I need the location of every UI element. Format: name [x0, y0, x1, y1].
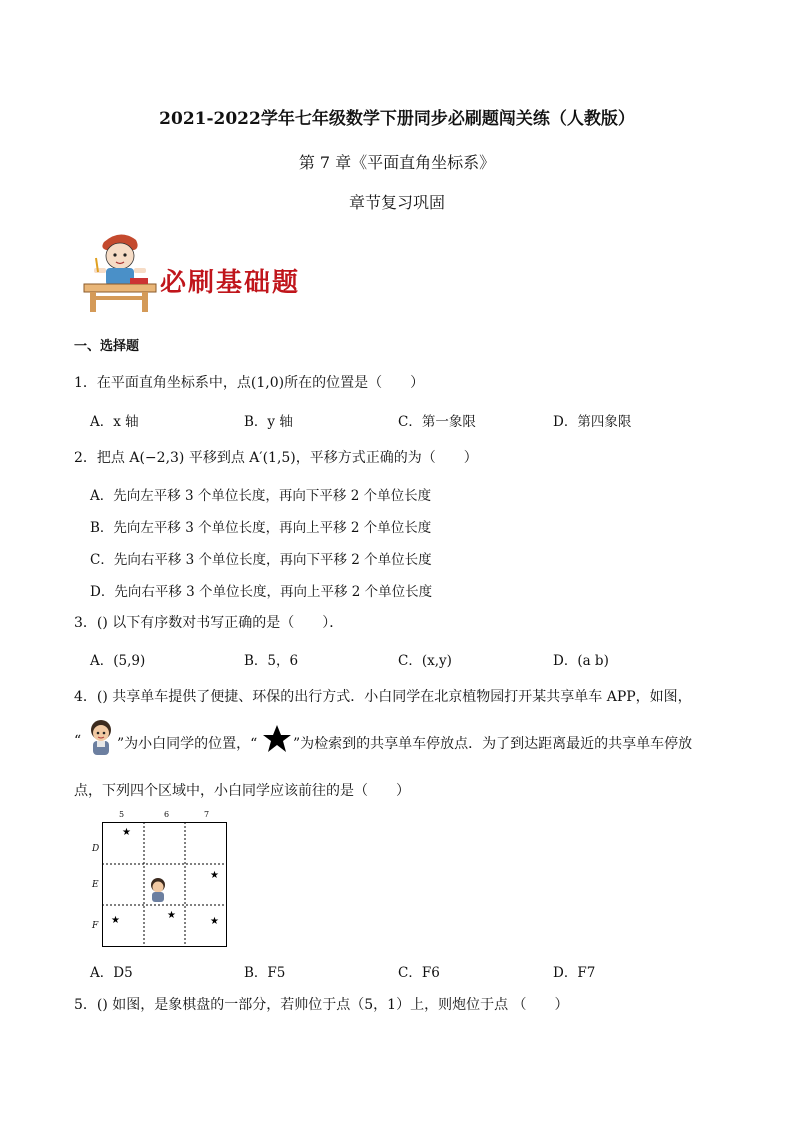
question-4-option-a: A．D5	[90, 965, 133, 981]
svg-text:★: ★	[210, 870, 219, 881]
question-1-option-b: B．y 轴	[244, 414, 293, 430]
chapter-title: 第 7 章《平面直角坐标系》	[298, 153, 496, 172]
column-label: 7	[204, 810, 210, 819]
svg-text:★: ★	[167, 910, 176, 921]
column-label: 5	[119, 810, 125, 819]
section-title: 章节复习巩固	[348, 193, 445, 212]
question-1-option-a: A．x 轴	[90, 414, 139, 430]
star-icon	[262, 724, 292, 754]
question-1-option-c: C．第一象限	[398, 414, 476, 430]
question-5-stem: 5．() 如图，是象棋盘的一部分，若帅位于点（5，1）上，则炮位于点 （ ）	[74, 997, 569, 1013]
row-label: F	[92, 921, 99, 931]
svg-text:★: ★	[210, 916, 219, 927]
question-1-stem: 1．在平面直角坐标系中，点(1,0)所在的位置是（ ）	[74, 375, 425, 391]
student-at-desk-illustration	[82, 228, 162, 314]
question-4-option-d: D．F7	[553, 965, 596, 981]
svg-text:★: ★	[122, 827, 131, 838]
question-3-option-a: A．(5,9)	[90, 653, 146, 669]
student-avatar-icon	[86, 718, 116, 758]
page-title: 2021-2022学年七年级数学下册同步必刷题闯关练（人教版）	[159, 109, 635, 129]
question-4-stem-line-2: ”为检索到的共享单车停放点．为了到达距离最近的共享单车停放	[293, 736, 693, 752]
column-label: 6	[164, 810, 170, 819]
row-label: D	[92, 844, 100, 854]
question-4-stem-line-3: 点，下列四个区域中，小白同学应该前往的是（ ）	[74, 783, 410, 799]
question-2-option-c: C．先向右平移 3 个单位长度，再向下平移 2 个单位长度	[90, 552, 432, 568]
question-3-option-d: D．(a b)	[553, 653, 609, 669]
svg-text:★: ★	[111, 915, 120, 926]
question-3-stem: 3．() 以下有序数对书写正确的是（ ）．	[74, 615, 344, 631]
question-2-option-a: A．先向左平移 3 个单位长度，再向下平移 2 个单位长度	[90, 488, 432, 504]
question-3-option-b: B．5，6	[244, 653, 299, 669]
banner-heading: 必刷基础题	[160, 268, 301, 298]
question-2-option-b: B．先向左平移 3 个单位长度，再向上平移 2 个单位长度	[90, 520, 432, 536]
section-heading: 一、选择题	[74, 339, 140, 354]
grid-map	[102, 822, 228, 948]
question-4-option-c: C．F6	[398, 965, 440, 981]
question-4-quote-open: “	[74, 733, 82, 749]
question-2-stem: 2．把点 A(−2,3) 平移到点 A′(1,5)，平移方式正确的为（ ）	[74, 450, 478, 466]
question-2-option-d: D．先向右平移 3 个单位长度，再向上平移 2 个单位长度	[90, 584, 433, 600]
question-4-stem-line-1: 4．() 共享单车提供了便捷、环保的出行方式．小白同学在北京植物园打开某共享单车 APP，如图，	[74, 689, 692, 705]
question-4-option-b: B．F5	[244, 965, 286, 981]
question-4-grid-figure	[88, 810, 238, 950]
question-1-option-d: D．第四象限	[553, 414, 632, 430]
question-4-quote-mid: ”为小白同学的位置，“	[117, 736, 258, 752]
row-label: E	[92, 880, 99, 890]
question-3-option-c: C．(x,y)	[398, 653, 452, 669]
